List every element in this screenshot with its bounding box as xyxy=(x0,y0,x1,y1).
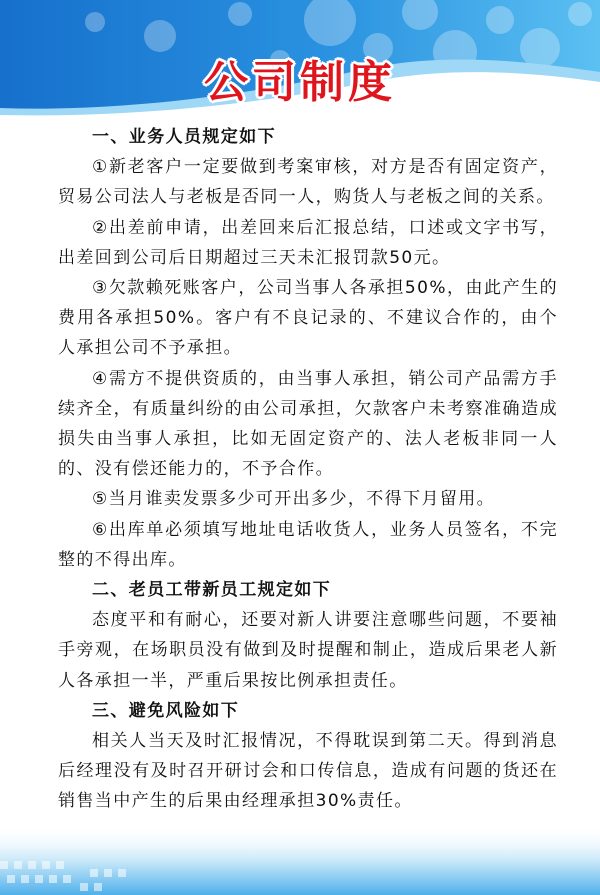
rule-paragraph: ①新老客户一定要做到考案审核，对方是否有固定资产，贸易公司法人与老板是否同一人，购货人与老板之间的关系。 xyxy=(58,157,558,208)
rule-paragraph: ②出差前申请，出差回来后汇报总结，口述或文字书写，出差回到公司后日期超过三天未汇报罚款50元。 xyxy=(58,217,558,268)
section-heading: 二、老员工带新员工规定如下 xyxy=(92,580,332,601)
rule-paragraph: ⑤当月谁卖发票多少可开出多少，不得下月留用。 xyxy=(92,489,496,510)
rule-paragraph: 态度平和有耐心，还要对新人讲要注意哪些问题，不要袖手旁观，在场职员没有做到及时提醒和制止，造成后果老人新人各承担一半，严重后果按比例承担责任。 xyxy=(58,610,558,691)
rule-paragraph: ④需方不提供资质的，由当事人承担，销公司产品需方手续齐全，有质量纠纷的由公司承担，欠款客户未考察准确造成损失由当事人承担，比如无固定资产的、法人老板非同一人的、没有偿还能力的，不予合作。 xyxy=(58,368,558,480)
rule-paragraph: ③欠款赖死账客户，公司当事人各承担50%，由此产生的费用各承担50%。客户有不良记录的、不建议合作的，由个人承担公司不予承担。 xyxy=(58,278,558,359)
header-banner xyxy=(0,0,600,125)
footer-band xyxy=(0,825,600,895)
rule-paragraph: ⑥出库单必须填写地址电话收货人，业务人员签名，不完整的不得出库。 xyxy=(58,519,558,570)
section-heading: 三、避免风险如下 xyxy=(92,700,240,721)
section-heading: 一、业务人员规定如下 xyxy=(92,127,276,147)
page-title: 公司制度 xyxy=(204,57,396,108)
rules-content xyxy=(58,122,558,817)
footer-graphic xyxy=(0,825,600,895)
rule-paragraph: 相关人当天及时汇报情况，不得耽误到第二天。得到消息后经理没有及时召开研讨会和口传信息，造成有问题的货还在销售当中产生的后果由经理承担30%责任。 xyxy=(58,731,558,812)
